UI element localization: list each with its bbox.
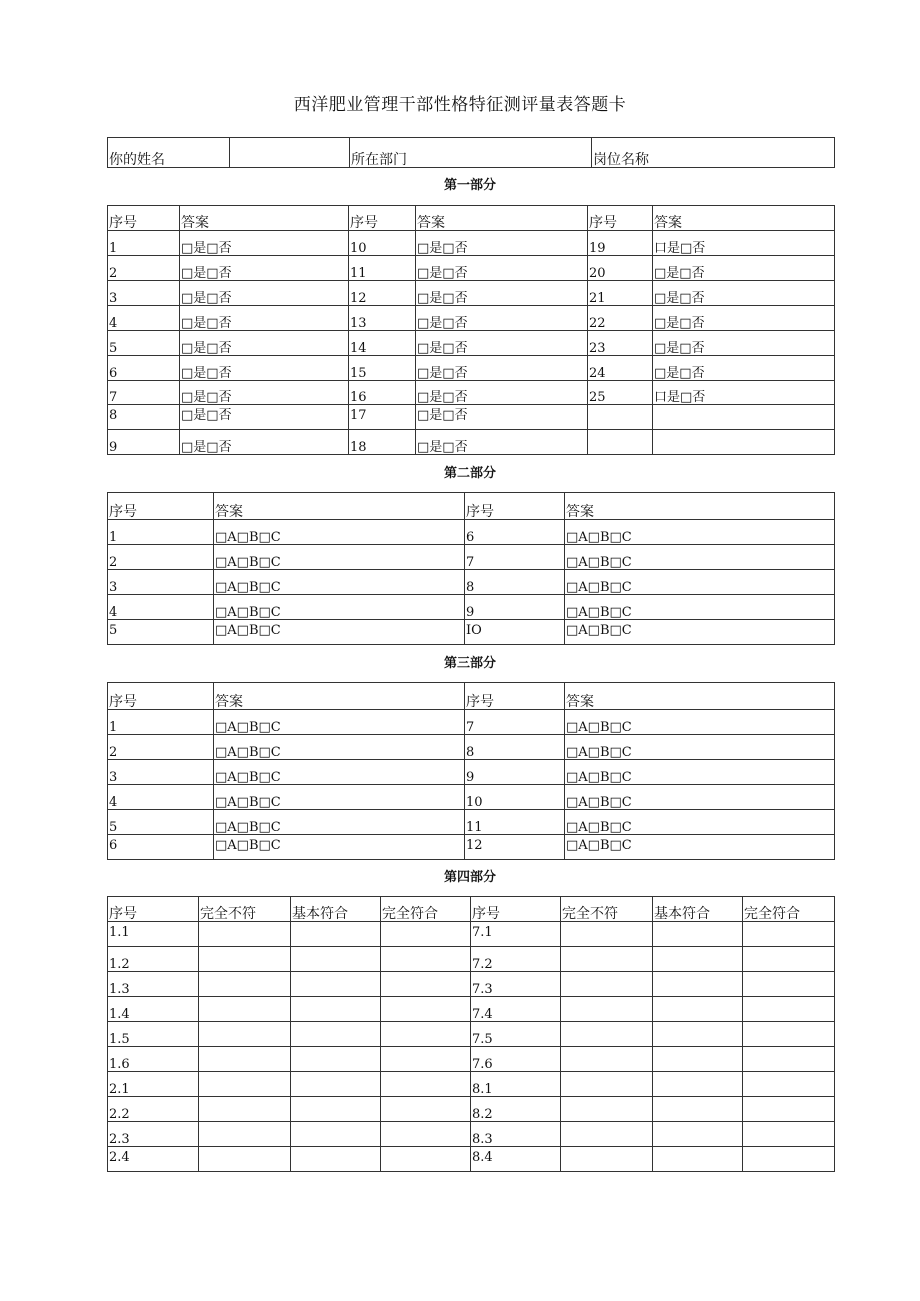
yes-no-options[interactable]: □是□否: [416, 331, 588, 356]
item-number: 2: [108, 256, 180, 281]
table-row: [108, 231, 835, 256]
yes-no-options[interactable]: □是□否: [180, 256, 349, 281]
abc-options[interactable]: □A□B□C: [565, 760, 835, 785]
yes-no-options[interactable]: 口是□否: [653, 231, 835, 256]
item-number: 8.4: [471, 1147, 561, 1172]
yes-no-options[interactable]: [653, 405, 835, 430]
item-number: 8.3: [471, 1122, 561, 1147]
table-row: [108, 1047, 835, 1072]
part1-body: [108, 231, 835, 455]
rating-checkbox-cell[interactable]: [291, 947, 381, 972]
dept-field[interactable]: [350, 138, 592, 168]
yes-no-options[interactable]: □是□否: [416, 356, 588, 381]
item-number: 9: [465, 595, 565, 620]
part4-header-partly: 基本符合: [291, 897, 381, 922]
part2-header-answer: 答案: [214, 493, 465, 520]
item-number: 10: [349, 231, 416, 256]
abc-options[interactable]: □A□B□C: [214, 710, 465, 735]
dept-label: 所在部门: [351, 152, 407, 168]
rating-checkbox-cell[interactable]: [653, 1097, 743, 1122]
item-number: 7.1: [471, 922, 561, 947]
part3-header-answer: 答案: [214, 683, 465, 710]
item-number: 1: [108, 520, 214, 545]
rating-checkbox-cell[interactable]: [653, 1047, 743, 1072]
item-number: 7: [108, 381, 180, 405]
rating-checkbox-cell[interactable]: [199, 1022, 291, 1047]
part4-header-no: 序号: [108, 897, 199, 922]
rating-checkbox-cell[interactable]: [743, 1047, 835, 1072]
yes-no-options[interactable]: □是□否: [416, 281, 588, 306]
rating-checkbox-cell[interactable]: [381, 947, 471, 972]
item-number: 1.4: [108, 997, 199, 1022]
rating-checkbox-cell[interactable]: [743, 922, 835, 947]
item-number: 7.4: [471, 997, 561, 1022]
abc-options[interactable]: □A□B□C: [214, 785, 465, 810]
part1-header-no: 序号: [108, 206, 180, 231]
item-number: 1.5: [108, 1022, 199, 1047]
rating-checkbox-cell[interactable]: [381, 1022, 471, 1047]
table-row: [108, 1097, 835, 1122]
rating-checkbox-cell[interactable]: [199, 1072, 291, 1097]
rating-checkbox-cell[interactable]: [743, 997, 835, 1022]
item-number: 1: [108, 231, 180, 256]
rating-checkbox-cell[interactable]: [199, 997, 291, 1022]
table-row: [108, 735, 835, 760]
part3-body: [108, 710, 835, 860]
item-number: 25: [588, 381, 653, 405]
table-row: [108, 381, 835, 405]
part4-title: 第四部分: [443, 870, 496, 885]
rating-checkbox-cell[interactable]: [653, 1122, 743, 1147]
yes-no-options[interactable]: □是□否: [180, 231, 349, 256]
yes-no-options[interactable]: □是□否: [653, 281, 835, 306]
item-number: IO: [465, 620, 565, 645]
rating-checkbox-cell[interactable]: [561, 947, 653, 972]
part2-table: [107, 492, 835, 645]
item-number: 2.2: [108, 1097, 199, 1122]
info-table: [107, 137, 835, 168]
rating-checkbox-cell[interactable]: [653, 947, 743, 972]
part3-title: 第三部分: [443, 656, 496, 671]
item-number: 23: [588, 331, 653, 356]
post-label: 岗位名称: [593, 152, 649, 168]
rating-checkbox-cell[interactable]: [743, 1072, 835, 1097]
item-number: 20: [588, 256, 653, 281]
item-number: 18: [349, 430, 416, 455]
part2-header-no: 序号: [108, 493, 214, 520]
part4-header-disagree: 完全不符: [561, 897, 653, 922]
table-row: [108, 972, 835, 997]
table-row: [108, 1122, 835, 1147]
item-number: 5: [108, 620, 214, 645]
rating-checkbox-cell[interactable]: [561, 1147, 653, 1172]
item-number: 2.1: [108, 1072, 199, 1097]
rating-checkbox-cell[interactable]: [743, 1097, 835, 1122]
item-number: 17: [349, 405, 416, 430]
abc-options[interactable]: □A□B□C: [565, 595, 835, 620]
part2-title: 第二部分: [443, 466, 496, 481]
table-row: [108, 256, 835, 281]
item-number: 22: [588, 306, 653, 331]
part4-table: [107, 896, 835, 1172]
item-number: 5: [108, 331, 180, 356]
rating-checkbox-cell[interactable]: [743, 1147, 835, 1172]
item-number: 12: [349, 281, 416, 306]
item-number: 1.6: [108, 1047, 199, 1072]
rating-checkbox-cell[interactable]: [381, 1147, 471, 1172]
part2-header-answer: 答案: [565, 493, 835, 520]
rating-checkbox-cell[interactable]: [561, 972, 653, 997]
item-number: 8: [465, 735, 565, 760]
table-row: [108, 1147, 835, 1172]
item-number: 7: [465, 710, 565, 735]
part4-header-partly: 基本符合: [653, 897, 743, 922]
abc-options[interactable]: □A□B□C: [565, 520, 835, 545]
abc-options[interactable]: □A□B□C: [565, 785, 835, 810]
part1-header-no: 序号: [588, 206, 653, 231]
rating-checkbox-cell[interactable]: [199, 947, 291, 972]
table-row: [108, 922, 835, 947]
yes-no-options[interactable]: □是□否: [416, 405, 588, 430]
abc-options[interactable]: □A□B□C: [565, 545, 835, 570]
rating-checkbox-cell[interactable]: [743, 947, 835, 972]
table-row: [108, 570, 835, 595]
rating-checkbox-cell[interactable]: [291, 997, 381, 1022]
rating-checkbox-cell[interactable]: [561, 1122, 653, 1147]
post-field[interactable]: [592, 138, 835, 168]
part1-header-answer: 答案: [180, 206, 349, 231]
part1-header-no: 序号: [349, 206, 416, 231]
item-number: 11: [349, 256, 416, 281]
rating-checkbox-cell[interactable]: [199, 1047, 291, 1072]
table-row: [108, 760, 835, 785]
item-number: 7.5: [471, 1022, 561, 1047]
rating-checkbox-cell[interactable]: [561, 1022, 653, 1047]
table-row: [108, 545, 835, 570]
part3-table: [107, 682, 835, 860]
yes-no-options[interactable]: □是□否: [180, 281, 349, 306]
item-number: 16: [349, 381, 416, 405]
rating-checkbox-cell[interactable]: [653, 997, 743, 1022]
yes-no-options[interactable]: □是□否: [416, 381, 588, 405]
name-label: 你的姓名: [108, 138, 230, 168]
page-title: 西洋肥业管理干部性格特征测评量表答题卡: [293, 95, 627, 115]
item-number: 4: [108, 785, 214, 810]
abc-options[interactable]: □A□B□C: [565, 710, 835, 735]
item-number: 3: [108, 281, 180, 306]
item-number: 2.3: [108, 1122, 199, 1147]
rating-checkbox-cell[interactable]: [743, 1122, 835, 1147]
item-number: 2: [108, 545, 214, 570]
table-row: [108, 430, 835, 455]
table-row: [108, 810, 835, 835]
abc-options[interactable]: □A□B□C: [214, 735, 465, 760]
item-number: 19: [588, 231, 653, 256]
abc-options[interactable]: □A□B□C: [565, 620, 835, 645]
item-number: 8.1: [471, 1072, 561, 1097]
item-number: 12: [465, 835, 565, 860]
item-number: 14: [349, 331, 416, 356]
rating-checkbox-cell[interactable]: [291, 1072, 381, 1097]
rating-checkbox-cell[interactable]: [653, 922, 743, 947]
abc-options[interactable]: □A□B□C: [565, 570, 835, 595]
abc-options[interactable]: □A□B□C: [214, 835, 465, 860]
rating-checkbox-cell[interactable]: [743, 1022, 835, 1047]
table-row: [108, 835, 835, 860]
rating-checkbox-cell[interactable]: [381, 972, 471, 997]
item-number: 9: [108, 430, 180, 455]
abc-options[interactable]: □A□B□C: [565, 835, 835, 860]
table-row: [108, 306, 835, 331]
rating-checkbox-cell[interactable]: [653, 1072, 743, 1097]
part1-title: 第一部分: [443, 178, 496, 193]
item-number: 4: [108, 595, 214, 620]
part2-body: [108, 520, 835, 645]
name-field[interactable]: [230, 138, 350, 168]
table-row: [108, 520, 835, 545]
table-row: [108, 281, 835, 306]
rating-checkbox-cell[interactable]: [381, 1122, 471, 1147]
rating-checkbox-cell[interactable]: [291, 1147, 381, 1172]
rating-checkbox-cell[interactable]: [561, 1097, 653, 1122]
table-row: [108, 331, 835, 356]
item-number: 10: [465, 785, 565, 810]
table-row: [108, 620, 835, 645]
item-number: 7: [465, 545, 565, 570]
part4-header-no: 序号: [471, 897, 561, 922]
abc-options[interactable]: □A□B□C: [565, 735, 835, 760]
item-number: 1.3: [108, 972, 199, 997]
item-number: 2.4: [108, 1147, 199, 1172]
abc-options[interactable]: □A□B□C: [214, 810, 465, 835]
part1-header-answer: 答案: [416, 206, 588, 231]
rating-checkbox-cell[interactable]: [561, 997, 653, 1022]
item-number: 2: [108, 735, 214, 760]
item-number: [588, 405, 653, 430]
yes-no-options[interactable]: □是□否: [653, 356, 835, 381]
part3-header-no: 序号: [465, 683, 565, 710]
rating-checkbox-cell[interactable]: [291, 1047, 381, 1072]
rating-checkbox-cell[interactable]: [561, 1047, 653, 1072]
rating-checkbox-cell[interactable]: [199, 1097, 291, 1122]
rating-checkbox-cell[interactable]: [291, 1097, 381, 1122]
table-row: [108, 595, 835, 620]
part4-header-agree: 完全符合: [381, 897, 471, 922]
yes-no-options[interactable]: □是□否: [416, 430, 588, 455]
part2-header-no: 序号: [465, 493, 565, 520]
rating-checkbox-cell[interactable]: [653, 1147, 743, 1172]
abc-options[interactable]: □A□B□C: [565, 810, 835, 835]
yes-no-options[interactable]: □是□否: [180, 381, 349, 405]
abc-options[interactable]: □A□B□C: [214, 620, 465, 645]
yes-no-options[interactable]: □是□否: [416, 256, 588, 281]
part1-header-answer: 答案: [653, 206, 835, 231]
item-number: 6: [108, 356, 180, 381]
item-number: 1.1: [108, 922, 199, 947]
table-row: [108, 785, 835, 810]
yes-no-options[interactable]: □是□否: [653, 306, 835, 331]
yes-no-options[interactable]: □是□否: [653, 331, 835, 356]
abc-options[interactable]: □A□B□C: [214, 520, 465, 545]
rating-checkbox-cell[interactable]: [653, 972, 743, 997]
item-number: 24: [588, 356, 653, 381]
rating-checkbox-cell[interactable]: [291, 1122, 381, 1147]
part3-header-answer: 答案: [565, 683, 835, 710]
table-row: [108, 356, 835, 381]
item-number: 11: [465, 810, 565, 835]
rating-checkbox-cell[interactable]: [291, 972, 381, 997]
table-row: [108, 405, 835, 430]
yes-no-options[interactable]: □是□否: [180, 331, 349, 356]
item-number: 8: [465, 570, 565, 595]
rating-checkbox-cell[interactable]: [743, 972, 835, 997]
rating-checkbox-cell[interactable]: [653, 1022, 743, 1047]
item-number: 9: [465, 760, 565, 785]
table-row: [108, 1072, 835, 1097]
rating-checkbox-cell[interactable]: [199, 922, 291, 947]
part3-header-no: 序号: [108, 683, 214, 710]
item-number: [588, 430, 653, 455]
rating-checkbox-cell[interactable]: [199, 1147, 291, 1172]
part1-table: [107, 205, 835, 455]
table-row: [108, 1022, 835, 1047]
abc-options[interactable]: □A□B□C: [214, 570, 465, 595]
part4-header-disagree: 完全不符: [199, 897, 291, 922]
rating-checkbox-cell[interactable]: [381, 1097, 471, 1122]
rating-checkbox-cell[interactable]: [199, 972, 291, 997]
rating-checkbox-cell[interactable]: [561, 1072, 653, 1097]
item-number: 21: [588, 281, 653, 306]
item-number: 6: [108, 835, 214, 860]
rating-checkbox-cell[interactable]: [291, 1022, 381, 1047]
yes-no-options[interactable]: □是□否: [180, 356, 349, 381]
yes-no-options[interactable]: □是□否: [180, 405, 349, 430]
rating-checkbox-cell[interactable]: [199, 1122, 291, 1147]
yes-no-options[interactable]: 口是□否: [653, 381, 835, 405]
yes-no-options[interactable]: □是□否: [180, 306, 349, 331]
table-row: [108, 997, 835, 1022]
item-number: 3: [108, 570, 214, 595]
item-number: 1: [108, 710, 214, 735]
part4-header-agree: 完全符合: [743, 897, 835, 922]
abc-options[interactable]: □A□B□C: [214, 595, 465, 620]
item-number: 1.2: [108, 947, 199, 972]
item-number: 7.6: [471, 1047, 561, 1072]
table-row: [108, 710, 835, 735]
rating-checkbox-cell[interactable]: [381, 922, 471, 947]
part4-body: [108, 922, 835, 1172]
rating-checkbox-cell[interactable]: [381, 997, 471, 1022]
rating-checkbox-cell[interactable]: [291, 922, 381, 947]
item-number: 8.2: [471, 1097, 561, 1122]
item-number: 8: [108, 405, 180, 430]
item-number: 4: [108, 306, 180, 331]
item-number: 15: [349, 356, 416, 381]
yes-no-options[interactable]: □是□否: [416, 306, 588, 331]
yes-no-options[interactable]: □是□否: [653, 256, 835, 281]
yes-no-options[interactable]: □是□否: [180, 430, 349, 455]
table-row: [108, 947, 835, 972]
rating-checkbox-cell[interactable]: [381, 1047, 471, 1072]
item-number: 13: [349, 306, 416, 331]
item-number: 7.2: [471, 947, 561, 972]
abc-options[interactable]: □A□B□C: [214, 760, 465, 785]
item-number: 5: [108, 810, 214, 835]
item-number: 3: [108, 760, 214, 785]
item-number: 7.3: [471, 972, 561, 997]
abc-options[interactable]: □A□B□C: [214, 545, 465, 570]
rating-checkbox-cell[interactable]: [381, 1072, 471, 1097]
yes-no-options[interactable]: [653, 430, 835, 455]
rating-checkbox-cell[interactable]: [561, 922, 653, 947]
item-number: 6: [465, 520, 565, 545]
yes-no-options[interactable]: □是□否: [416, 231, 588, 256]
